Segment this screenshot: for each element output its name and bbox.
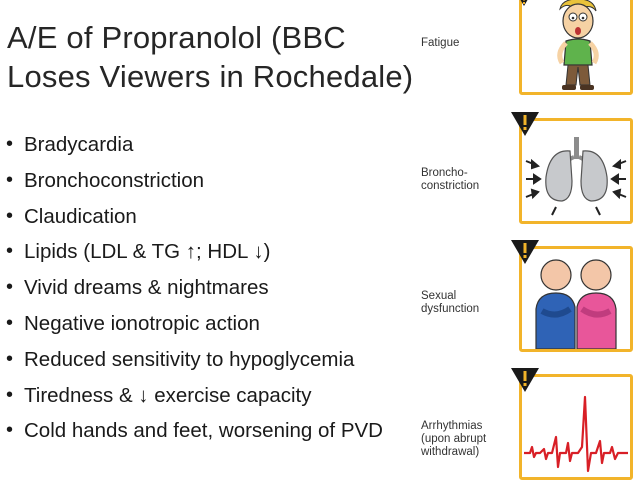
panel-label-fatigue: Fatigue (421, 37, 460, 49)
panel-label-arrhythmias: Arrhythmias (upon abrupt withdrawal) (421, 420, 487, 458)
list-item: • Lipids (LDL & TG ↑; HDL ↓) (6, 234, 383, 270)
list-item: • Tiredness & ↓ exercise capacity (6, 378, 383, 414)
warning-icon (511, 112, 539, 136)
slide-title-line-1: A/E of Propranolol (BBC (7, 20, 346, 55)
panel-label-bronchoconstriction: Broncho- constriction (421, 167, 480, 192)
adverse-effects-list (6, 127, 383, 449)
list-item: • Reduced sensitivity to hypoglycemia (6, 342, 383, 378)
panel-label-sexual-dysfunction: Sexual dysfunction (421, 290, 480, 315)
warning-icon (511, 240, 539, 264)
couple-back-to-back-icon (522, 249, 630, 349)
slide-title-line-2: Loses Viewers in Rochedale) (7, 59, 414, 94)
list-item: • Claudication (6, 199, 383, 235)
lungs-icon (522, 121, 630, 221)
slide-title (7, 18, 414, 96)
warning-icon (511, 368, 539, 392)
ecg-icon (522, 377, 630, 477)
tired-person-icon (522, 0, 630, 92)
list-item: • Negative ionotropic action (6, 306, 383, 342)
list-item: • Cold hands and feet, worsening of PVD (6, 413, 383, 449)
fatigue-card (519, 0, 633, 95)
list-item: • Vivid dreams & nightmares (6, 270, 383, 306)
list-item: • Bradycardia (6, 127, 383, 163)
list-item: • Bronchoconstriction (6, 163, 383, 199)
warning-icon (517, 0, 531, 6)
